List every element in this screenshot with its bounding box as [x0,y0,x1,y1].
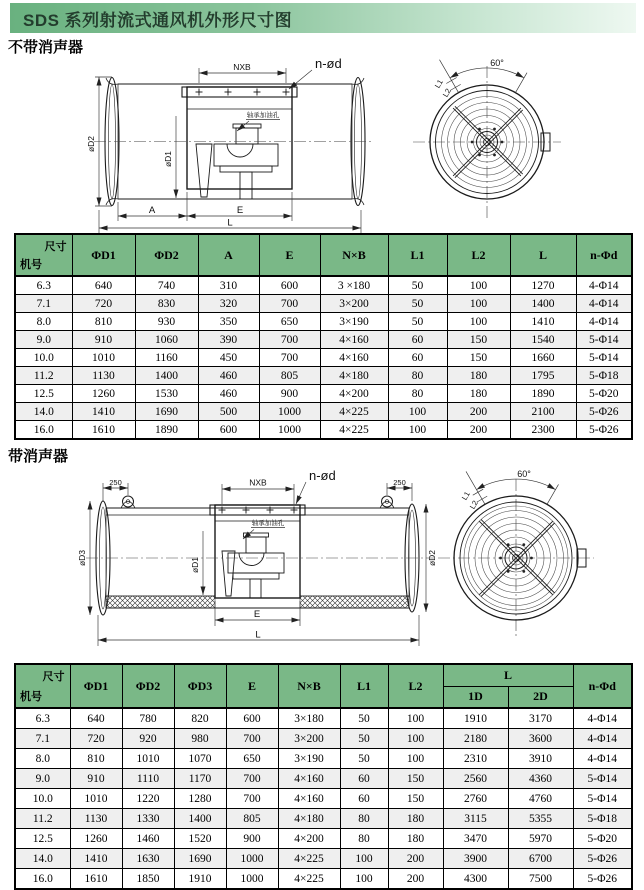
dim-label-250-left: 250 [109,478,122,487]
cell-machine-no: 8.0 [15,313,72,331]
table-cell: 100 [447,313,510,331]
table-cell: 1010 [72,349,135,367]
table-cell: 50 [340,708,388,729]
table-cell: 4×160 [320,349,388,367]
table-cell: 310 [198,276,259,295]
table-cell: 4×225 [278,849,340,869]
table-cell: 1400 [174,809,226,829]
table-no-silencer [14,233,633,440]
table-cell: 4×180 [320,367,388,385]
table-cell: 350 [198,313,259,331]
table-cell: 4×180 [278,809,340,829]
table-cell: 650 [259,313,320,331]
table-cell: 150 [447,331,510,349]
table-row [15,708,632,729]
table-cell: 100 [447,295,510,313]
table-cell: 50 [388,313,447,331]
table-cell: 80 [388,367,447,385]
table-cell: 4×160 [278,789,340,809]
table-cell: 820 [174,708,226,729]
table-cell: 910 [72,331,135,349]
column-header: N×B [320,234,388,276]
cell-machine-no: 7.1 [15,729,70,749]
title-bar [10,3,636,33]
column-header: E [259,234,320,276]
table-cell: 1850 [122,869,174,890]
table-cell: 1000 [259,421,320,440]
column-header: n-Φd [573,664,632,708]
table-cell: 5-Φ18 [573,809,632,829]
table-cell: 390 [198,331,259,349]
table-cell: 810 [72,313,135,331]
corner-label-model: 机号 [20,691,42,703]
table-cell: 1260 [72,385,135,403]
section-heading-with-silencer: 带消声器 [8,448,69,465]
table-cell: 1160 [135,349,198,367]
dim-label-250-right: 250 [393,478,406,487]
table-cell: 320 [198,295,259,313]
table-cell: 2180 [443,729,508,749]
corner-label-model: 机号 [20,259,42,271]
page-title: SDS 系列射流式通风机外形尺寸图 [23,10,293,30]
table-cell: 650 [226,749,278,769]
cell-machine-no: 11.2 [15,367,72,385]
table-cell: 3 ×180 [320,276,388,295]
table-cell: 5-Φ14 [576,349,632,367]
table-cell: 5355 [508,809,573,829]
table-cell: 1910 [174,869,226,890]
table-cell: 100 [388,708,443,729]
table-cell: 700 [259,331,320,349]
table-cell: 5-Φ20 [573,829,632,849]
table-cell: 4-Φ14 [573,729,632,749]
table-cell: 4×200 [278,829,340,849]
cell-machine-no: 9.0 [15,331,72,349]
dim-label-d2: øD2 [86,135,96,153]
table-cell: 700 [259,295,320,313]
table-cell: 1010 [70,789,122,809]
table-cell: 1400 [510,295,576,313]
table-cell: 1630 [122,849,174,869]
table-cell: 5-Φ26 [573,869,632,890]
table-cell: 50 [388,276,447,295]
table-cell: 4×200 [320,385,388,403]
table-cell: 4-Φ14 [573,749,632,769]
table-cell: 830 [135,295,198,313]
table-cell: 1410 [70,849,122,869]
dim-label-a: A [148,205,156,216]
table-cell: 2310 [443,749,508,769]
drawing-without-silencer [0,54,644,232]
table-cell: 1520 [174,829,226,849]
table-cell: 4×225 [278,869,340,890]
table-cell: 100 [388,729,443,749]
table-row [15,749,632,769]
table-cell: 180 [388,809,443,829]
table-row [15,421,632,440]
table-cell: 5-Φ26 [576,421,632,440]
table-cell: 810 [70,749,122,769]
angle-label: 60° [517,469,531,479]
table-cell: 2100 [510,403,576,421]
table-cell: 3×180 [278,708,340,729]
table-cell: 1400 [135,367,198,385]
column-header-1d: 1D [443,686,508,708]
table-cell: 4760 [508,789,573,809]
table-cell: 200 [388,869,443,890]
column-header-l-group: L [443,664,573,686]
table-cell: 640 [70,708,122,729]
corner-label-size: 尺寸 [42,671,65,683]
table-cell: 4-Φ14 [573,708,632,729]
table-cell: 180 [388,829,443,849]
dim-label-d2: øD2 [427,549,437,567]
table-cell: 1070 [174,749,226,769]
table-cell: 3600 [508,729,573,749]
table-cell: 50 [340,729,388,749]
table-cell: 50 [388,295,447,313]
table-cell: 1460 [122,829,174,849]
table-cell: 1000 [259,403,320,421]
table-cell: 7500 [508,869,573,890]
table-cell: 720 [70,729,122,749]
table-cell: 4300 [443,869,508,890]
dim-label-e: E [236,205,244,216]
table-cell: 4-Φ14 [576,295,632,313]
table-cell: 740 [135,276,198,295]
table-cell: 4360 [508,769,573,789]
table-cell: 1260 [70,829,122,849]
column-header: L1 [388,234,447,276]
table-cell: 3×200 [320,295,388,313]
cell-machine-no: 7.1 [15,295,72,313]
table-header [15,234,632,276]
table-cell: 3115 [443,809,508,829]
table-cell: 3470 [443,829,508,849]
table-row [15,276,632,295]
table-cell: 5-Φ26 [573,849,632,869]
column-header: L2 [388,664,443,708]
table-cell: 100 [388,403,447,421]
table-cell: 3×200 [278,729,340,749]
table-cell: 5-Φ14 [573,769,632,789]
column-header: ΦD2 [122,664,174,708]
table-cell: 60 [388,331,447,349]
table-row [15,769,632,789]
table-cell: 2300 [510,421,576,440]
table-cell: 100 [340,849,388,869]
table-cell: 1000 [226,869,278,890]
table-cell: 5-Φ14 [576,331,632,349]
table-cell: 150 [388,789,443,809]
table-cell: 5-Φ26 [576,403,632,421]
table-cell: 4×225 [320,403,388,421]
column-header: A [198,234,259,276]
table-cell: 460 [198,367,259,385]
table-cell: 3170 [508,708,573,729]
table-cell: 180 [447,385,510,403]
cell-machine-no: 10.0 [15,789,70,809]
table-body [15,708,632,889]
table-cell: 1130 [72,367,135,385]
table-cell: 80 [388,385,447,403]
table-cell: 1410 [72,403,135,421]
table-cell: 910 [70,769,122,789]
column-header: L2 [447,234,510,276]
table-cell: 3×190 [320,313,388,331]
cell-machine-no: 6.3 [15,708,70,729]
table-cell: 1010 [122,749,174,769]
angle-label: 60° [490,58,504,68]
table-row [15,849,632,869]
cell-machine-no: 12.5 [15,829,70,849]
motor-assembly [196,124,278,199]
table-cell: 4-Φ14 [576,313,632,331]
table-row [15,295,632,313]
table-cell: 200 [447,403,510,421]
table-row [15,789,632,809]
table-cell: 150 [388,769,443,789]
bearing-oil-note: 轴承加油孔 [246,112,280,119]
table-cell: 2760 [443,789,508,809]
table-cell: 1910 [443,708,508,729]
dim-label-l2: L2 [467,498,480,511]
table-cell: 805 [226,809,278,829]
table-cell: 200 [447,421,510,440]
table-cell: 1795 [510,367,576,385]
table-cell: 700 [226,789,278,809]
dim-label-e: E [253,609,261,620]
table-cell: 3900 [443,849,508,869]
corner-header [15,234,72,276]
bearing-oil-note: 轴承加油孔 [251,520,285,527]
dim-label-l: L [227,217,233,229]
table-row [15,809,632,829]
table-cell: 1410 [510,313,576,331]
dim-label-l1: L1 [432,77,445,90]
table-row [15,729,632,749]
table-row [15,869,632,890]
table-cell: 780 [122,708,174,729]
table-body [15,276,632,439]
dim-label-l2: L2 [440,86,453,99]
column-header: ΦD1 [72,234,135,276]
angle-wedge [466,471,559,504]
table-cell: 1130 [70,809,122,829]
table-cell: 4×160 [320,331,388,349]
table-with-silencer [14,663,633,890]
table-row [15,403,632,421]
angle-wedge [440,60,528,93]
table-cell: 1690 [135,403,198,421]
table-cell: 5970 [508,829,573,849]
table-cell: 6700 [508,849,573,869]
table-cell: 1000 [226,849,278,869]
table-cell: 3910 [508,749,573,769]
dim-label-l1: L1 [459,489,472,502]
dim-label-n-d: n-ød [309,468,336,483]
table-cell: 1220 [122,789,174,809]
table-cell: 1110 [122,769,174,789]
table-cell: 100 [447,276,510,295]
column-header: ΦD2 [135,234,198,276]
table-cell: 500 [198,403,259,421]
table-cell: 5-Φ14 [573,789,632,809]
table-row [15,385,632,403]
table-cell: 1890 [135,421,198,440]
table-cell: 100 [388,421,447,440]
cell-machine-no: 9.0 [15,769,70,789]
table-cell: 2560 [443,769,508,789]
table-cell: 640 [72,276,135,295]
table-cell: 1610 [70,869,122,890]
section-heading-no-silencer: 不带消声器 [8,39,84,56]
end-view-labels [433,58,504,99]
table-cell: 4×160 [278,769,340,789]
table-row [15,313,632,331]
table-cell: 700 [226,729,278,749]
table-cell: 1890 [510,385,576,403]
dim-label-l: L [255,629,261,641]
table-cell: 5-Φ18 [576,367,632,385]
table-cell: 80 [340,809,388,829]
table-cell: 4×225 [320,421,388,440]
column-header: L1 [340,664,388,708]
table-cell: 700 [259,349,320,367]
column-header: L [510,234,576,276]
table-cell: 4-Φ14 [576,276,632,295]
table-cell: 805 [259,367,320,385]
table-cell: 600 [226,708,278,729]
side-view-labels [77,468,437,641]
dim-label-nxb: NXB [233,62,251,72]
table-cell: 700 [226,769,278,789]
cell-machine-no: 8.0 [15,749,70,769]
table-cell: 1540 [510,331,576,349]
column-header: N×B [278,664,340,708]
column-header-2d: 2D [508,686,573,708]
drawing-with-silencer [0,463,644,661]
table-cell: 1060 [135,331,198,349]
table-cell: 600 [198,421,259,440]
table-cell: 60 [388,349,447,367]
table-row [15,331,632,349]
fan-body-outline [96,496,419,615]
cell-machine-no: 16.0 [15,869,70,890]
dim-label-d1: øD1 [190,556,200,574]
table-cell: 60 [340,789,388,809]
table-cell: 600 [259,276,320,295]
table-cell: 50 [340,749,388,769]
column-header: E [226,664,278,708]
table-cell: 1610 [72,421,135,440]
cell-machine-no: 11.2 [15,809,70,829]
table-row [15,349,632,367]
table-cell: 200 [388,849,443,869]
cell-machine-no: 14.0 [15,849,70,869]
cell-machine-no: 6.3 [15,276,72,295]
table-cell: 1330 [122,809,174,829]
table-cell: 980 [174,729,226,749]
table-cell: 100 [388,749,443,769]
table-cell: 180 [447,367,510,385]
side-view-labels [86,56,342,229]
table-cell: 450 [198,349,259,367]
table-cell: 900 [259,385,320,403]
motor-assembly [222,533,284,598]
cell-machine-no: 12.5 [15,385,72,403]
column-header: n-Φd [576,234,632,276]
dim-label-d1: øD1 [163,150,173,168]
corner-label-size: 尺寸 [44,241,67,253]
table-cell: 1280 [174,789,226,809]
table-cell: 930 [135,313,198,331]
table-cell: 720 [72,295,135,313]
table-row [15,367,632,385]
end-view-labels [460,469,531,511]
table-cell: 80 [340,829,388,849]
table-cell: 100 [340,869,388,890]
flange-bolt-marks [196,89,290,96]
cell-machine-no: 14.0 [15,403,72,421]
dim-label-n-d: n-ød [315,56,342,71]
table-cell: 460 [198,385,259,403]
table-cell: 3×190 [278,749,340,769]
table-cell: 1170 [174,769,226,789]
corner-header [15,664,70,708]
table-cell: 150 [447,349,510,367]
table-cell: 920 [122,729,174,749]
table-cell: 1660 [510,349,576,367]
table-cell: 1530 [135,385,198,403]
table-row [15,829,632,849]
table-cell: 1270 [510,276,576,295]
table-cell: 5-Φ20 [576,385,632,403]
table-cell: 1690 [174,849,226,869]
table-header [15,664,632,708]
cell-machine-no: 16.0 [15,421,72,440]
dim-label-nxb: NXB [249,477,267,488]
column-header: ΦD1 [70,664,122,708]
table-cell: 60 [340,769,388,789]
cell-machine-no: 10.0 [15,349,72,367]
dim-label-d3: øD3 [77,549,87,567]
table-cell: 900 [226,829,278,849]
column-header: ΦD3 [174,664,226,708]
